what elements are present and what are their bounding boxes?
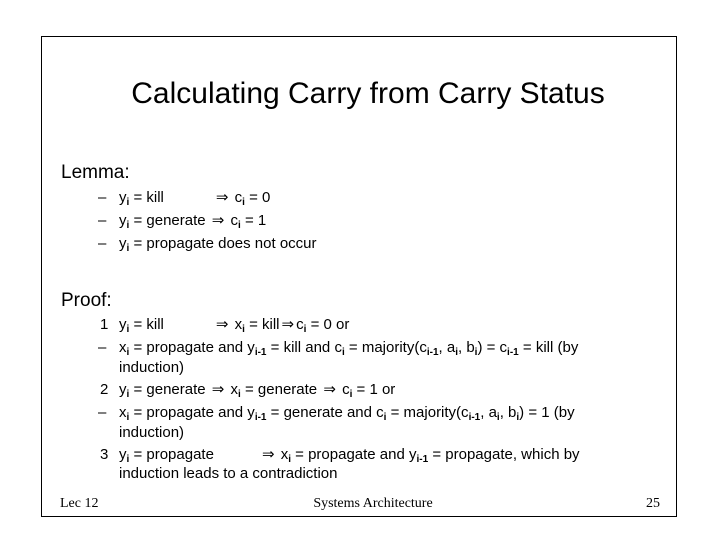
- lemma-bullet-3: –: [98, 235, 107, 252]
- lemma-heading: Lemma:: [61, 162, 130, 183]
- proof-line-3: $y_i$ = generate ⇒ $x_i$ = generate ⇒ $c_i = 1$ or: [119, 381, 396, 400]
- proof-line-4-cont: induction): [119, 424, 185, 441]
- implies-icon: ⇒: [215, 316, 229, 333]
- proof-marker-2: –: [98, 339, 107, 356]
- implies-icon: ⇒: [323, 381, 336, 398]
- implies-icon: ⇒: [211, 381, 225, 398]
- proof-line-5-cont: induction leads to a contradiction: [119, 465, 338, 482]
- proof-line-4: $x_i$ = propagate and $y_{i-1}$ = generate and $c_i$ = $majority(c_{i-1}$, $a_i$, $b_i) = 1$ (by: [119, 404, 575, 423]
- lemma-item-3: $y_i$ = propagate does not occur: [119, 235, 317, 254]
- lemma-item-2: $y_i$ = generate ⇒ $c_i = 1$: [119, 212, 267, 231]
- footer-course: Systems Architecture: [313, 496, 433, 511]
- lemma-bullet-1: –: [98, 189, 107, 206]
- proof-marker-4: –: [98, 404, 107, 421]
- implies-icon: ⇒: [281, 316, 295, 333]
- proof-marker-5: 3: [100, 446, 109, 463]
- proof-line-5: $y_i$ = propagate ⇒ $x_i$ = propagate and $y_{i-1}$ = propagate, which by: [119, 446, 580, 465]
- slide-title: Calculating Carry from Carry Status: [131, 77, 605, 110]
- lemma-item-1: $y_i$ = kill ⇒ $c_i = 0$: [119, 189, 271, 208]
- implies-icon: ⇒: [261, 446, 275, 463]
- proof-line-2-cont: induction): [119, 359, 185, 376]
- footer-lecture: Lec 12: [60, 496, 99, 511]
- proof-heading: Proof:: [61, 290, 112, 311]
- proof-line-2: $x_i$ = propagate and $y_{i-1}$ = kill and $c_i$ = $majority(c_{i-1}$, $a_i$, $b_i) = c_{i-1}$ = kill (by: [119, 339, 579, 358]
- footer-page-number: 25: [646, 496, 660, 511]
- proof-line-1: $y_i$ = kill ⇒ $x_i$ = kill ⇒ $c_i = 0$ or: [119, 316, 350, 335]
- implies-icon: ⇒: [215, 189, 229, 206]
- implies-icon: ⇒: [211, 212, 225, 229]
- lemma-bullet-2: –: [98, 212, 107, 229]
- proof-marker-1: 1: [100, 316, 109, 333]
- proof-marker-3: 2: [100, 381, 109, 398]
